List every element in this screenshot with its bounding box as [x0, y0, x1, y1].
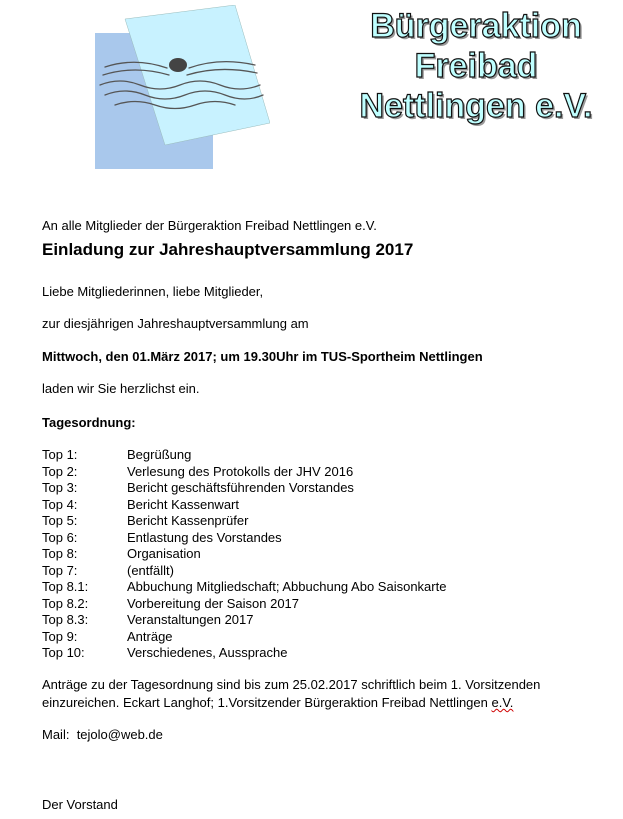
agenda-number: Top 7:: [42, 562, 78, 578]
meeting-date-line: Mittwoch, den 01.März 2017; um 19.30Uhr im TUS-Sportheim Nettlingen: [42, 349, 483, 364]
agenda-text: Vorbereitung der Saison 2017: [127, 595, 300, 611]
intro-line: zur diesjährigen Jahreshauptversammlung am: [42, 316, 309, 331]
agenda-number: Top 8.1:: [42, 579, 89, 594]
signature: Der Vorstand: [42, 797, 118, 812]
agenda-number: Top 4:: [42, 496, 78, 512]
agenda-number: Top 9:: [42, 628, 78, 644]
agenda-number: Top 5:: [42, 513, 78, 528]
swimmer-logo: [95, 5, 270, 170]
agenda-number: Top 6:: [42, 529, 78, 545]
title-line-2: Freibad: [414, 47, 538, 85]
agenda-text: Organisation: [127, 546, 201, 561]
mail-line: [42, 727, 163, 743]
organization-title: [340, 6, 612, 126]
agenda-text: Begrüßung: [127, 447, 192, 462]
agenda-number: Top 8.3:: [42, 612, 89, 627]
agenda-text: Bericht geschäftsführenden Vorstandes: [127, 480, 354, 495]
agenda-title: Tagesordnung:: [42, 415, 136, 430]
agenda-text: Verschiedenes, Aussprache: [127, 645, 288, 660]
agenda-number: Top 8.2:: [42, 595, 89, 611]
closing-paragraph: [42, 676, 602, 712]
agenda-text: Entlastung des Vorstandes: [127, 529, 282, 545]
closing-suffix: e.V.: [491, 695, 514, 710]
mail-address[interactable]: tejolo@web.de: [76, 727, 163, 742]
title-line-3: Nettlingen e.V.: [359, 87, 593, 125]
agenda-text: Veranstaltungen 2017: [127, 612, 254, 627]
agenda-number: Top 1:: [42, 447, 78, 462]
agenda-number: Top 3:: [42, 480, 78, 495]
agenda-text: Bericht Kassenprüfer: [127, 513, 249, 528]
mail-label: Mail:: [42, 727, 70, 742]
agenda-text: Bericht Kassenwart: [127, 496, 239, 512]
agenda-text: Abbuchung Mitgliedschaft; Abbuchung Abo Saisonkarte: [127, 579, 447, 594]
agenda-number: Top 2:: [42, 463, 78, 479]
agenda-text: Anträge: [127, 628, 173, 644]
title-line-1: Bürgeraktion: [370, 7, 582, 45]
invite-line: laden wir Sie herzlichst ein.: [42, 381, 200, 396]
agenda-text: (entfällt): [127, 562, 174, 578]
salutation: Liebe Mitgliederinnen, liebe Mitglieder,: [42, 284, 264, 299]
recipient-line: An alle Mitglieder der Bürgeraktion Freibad Nettlingen e.V.: [42, 218, 377, 233]
agenda-text: Verlesung des Protokolls der JHV 2016: [127, 463, 354, 479]
closing-text: Anträge zu der Tagesordnung sind bis zum 25.02.2017 schriftlich beim 1. Vorsitzenden einzureichen. Eckart Langhof; 1.Vorsitzender Bürgeraktion Freibad Nettlingen: [42, 677, 541, 710]
agenda-number: Top 10:: [42, 645, 85, 660]
agenda-number: Top 8:: [42, 546, 78, 561]
letter-heading: Einladung zur Jahreshauptversammlung 2017: [42, 240, 414, 259]
